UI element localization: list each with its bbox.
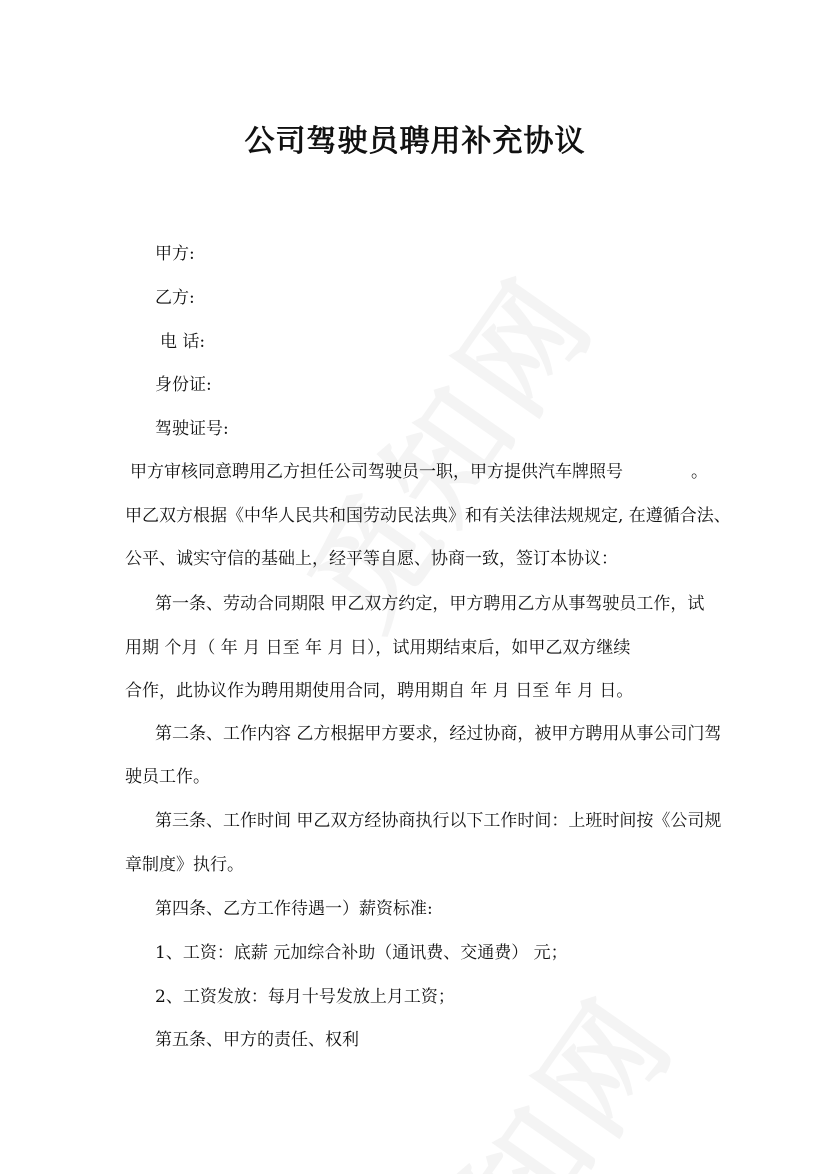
intro-paragraph-line-3: 公平、诚实守信的基础上，经平等自愿、协商一致，签订本协议： [125,549,618,569]
article-4-line-3: 2、工资发放：每月十号发放上月工资； [155,987,455,1007]
article-2-line-1: 第二条、工作内容 乙方根据甲方要求，经过协商，被甲方聘用从事公司门驾 [155,724,722,744]
article-1-line-1: 第一条、劳动合同期限 甲乙双方约定，甲方聘用乙方从事驾驶员工作，试 [155,594,705,614]
article-3-line-1: 第三条、工作时间 甲乙双方经协商执行以下工作时间：上班时间按《公司规 [155,811,722,831]
watermark [263,237,628,655]
article-3-line-2: 章制度》执行。 [125,855,244,875]
intro-paragraph-line-2: 甲乙双方根据《中华人民共和国劳动民法典》和有关法律法规规定, 在遵循合法、 [125,506,731,526]
intro-text: 甲方审核同意聘用乙方担任公司驾驶员一职，甲方提供汽车牌照号 [130,462,623,482]
id-card-field: 身份证: [155,375,212,395]
party-b-field: 乙方: [155,288,195,308]
intro-period: 。 [691,462,708,482]
article-4-line-1: 第四条、乙方工作待遇一）薪资标准: [155,899,433,919]
article-1-line-3: 合作，此协议作为聘用期使用合同，聘用期自 年 月 日至 年 月 日。 [125,681,634,701]
article-2-line-2: 驶员工作。 [125,767,210,787]
document-title: 公司驾驶员聘用补充协议 [244,124,586,159]
phone-field: 电 话: [160,332,206,352]
article-5-line-1: 第五条、甲方的责任、权利 [155,1030,359,1050]
article-1-line-2: 用期 个月（ 年 月 日至 年 月 日），试用期结束后，如甲乙双方继续 [125,638,631,658]
party-a-field: 甲方: [155,244,195,264]
intro-paragraph-line-1 [130,462,708,482]
article-4-line-2: 1、工资：底薪 元加综合补助（通讯费、交通费） 元； [155,943,568,963]
license-field: 驾驶证号: [155,419,229,439]
